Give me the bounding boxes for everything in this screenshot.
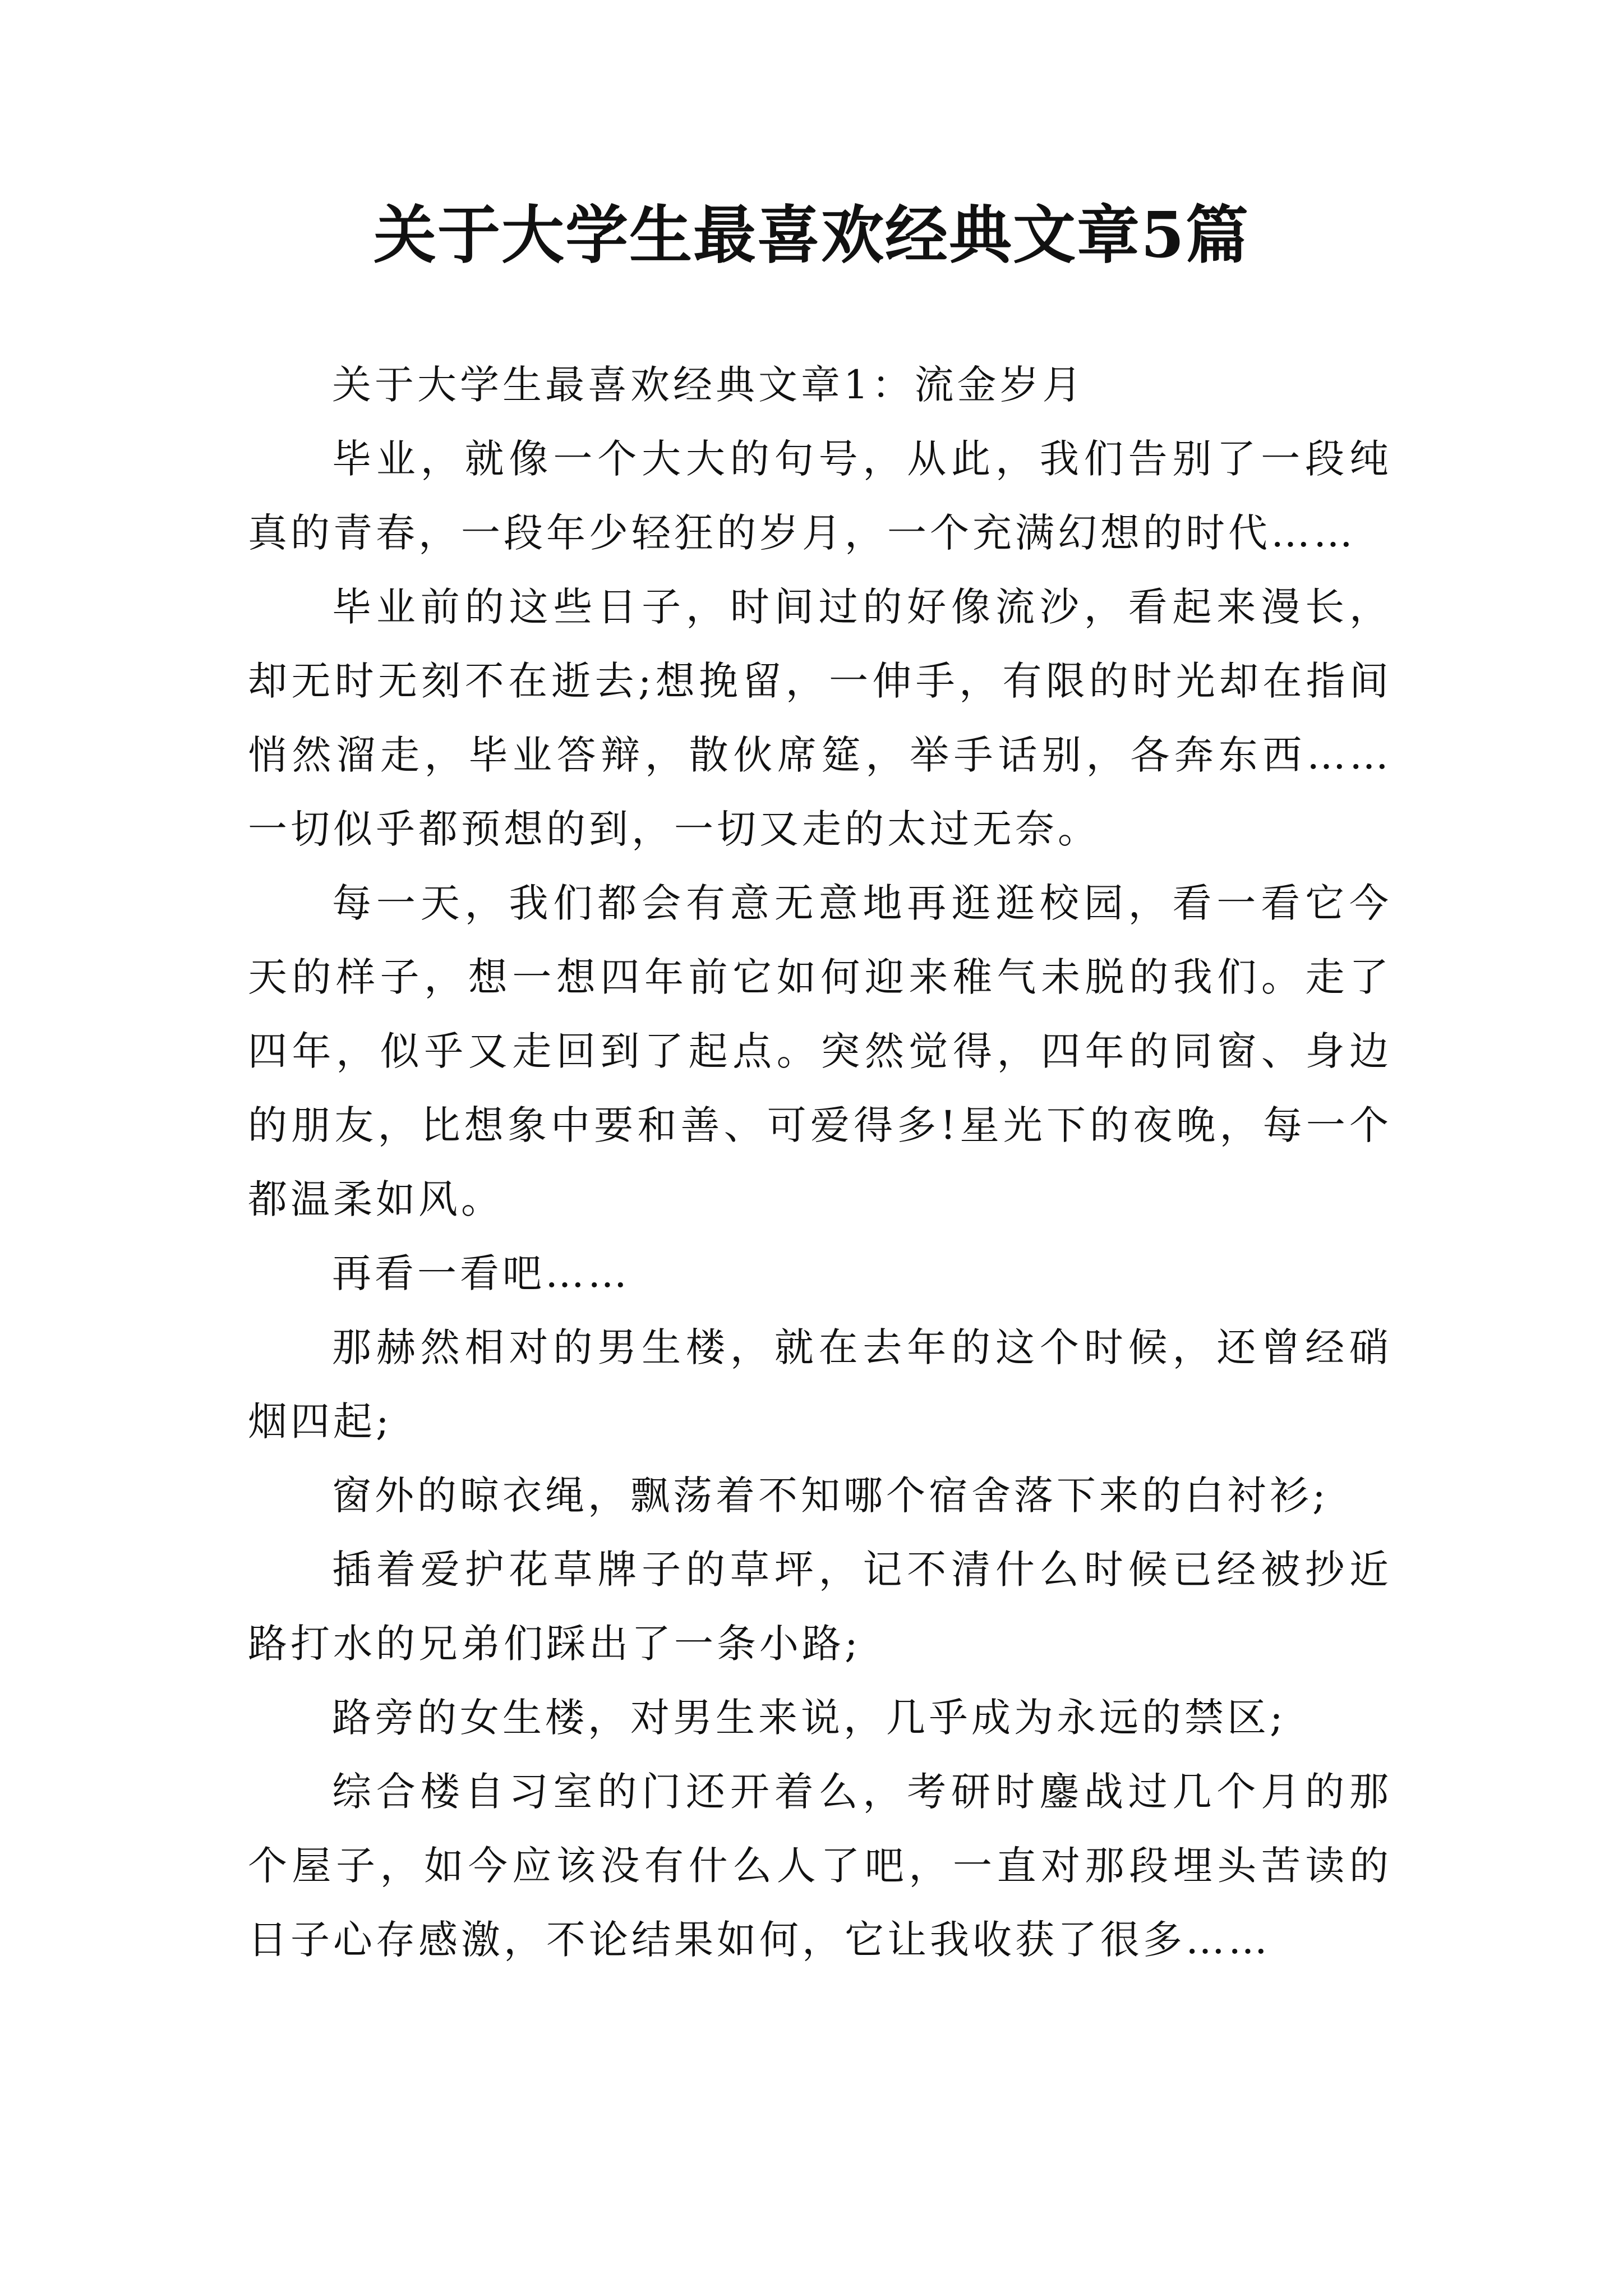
paragraph: 毕业前的这些日子，时间过的好像流沙，看起来漫长，却无时无刻不在逝去;想挽留，一伸手，有限的时光却在指间悄然溜走，毕业答辩，散伙席筵，举手话别，各奔东西……一切似乎都预想的到，一切又走的太过无奈。 bbox=[248, 584, 1392, 852]
document-title: 关于大学生最喜欢经典文章5篇 bbox=[374, 199, 1249, 272]
paragraph: 路旁的女生楼，对男生来说，几乎成为永远的禁区; bbox=[332, 1695, 1287, 1741]
paragraph: 毕业，就像一个大大的句号，从此，我们告别了一段纯真的青春，一段年少轻狂的岁月，一个充满幻想的时代…… bbox=[248, 436, 1392, 556]
paragraph: 综合楼自习室的门还开着么，考研时鏖战过几个月的那个屋子，如今应该没有什么人了吧，一直对那段埋头苦读的日子心存感激，不论结果如何，它让我收获了很多…… bbox=[248, 1769, 1392, 1963]
paragraph: 插着爱护花草牌子的草坪，记不清什么时候已经被抄近路打水的兄弟们踩出了一条小路; bbox=[248, 1547, 1392, 1667]
paragraph-section-heading: 关于大学生最喜欢经典文章1：流金岁月 bbox=[332, 362, 1085, 408]
paragraph: 窗外的晾衣绳，飘荡着不知哪个宿舍落下来的白衬衫; bbox=[332, 1473, 1329, 1519]
paragraph: 那赫然相对的男生楼，就在去年的这个时候，还曾经硝烟四起; bbox=[248, 1324, 1392, 1444]
document-body bbox=[248, 348, 1392, 1977]
paragraph: 再看一看吧…… bbox=[332, 1250, 630, 1296]
paragraph: 每一天，我们都会有意无意地再逛逛校园，看一看它今天的样子，想一想四年前它如何迎来稚气未脱的我们。走了四年，似乎又走回到了起点。突然觉得，四年的同窗、身边的朋友，比想象中要和善、可爱得多!星光下的夜晚，每一个都温柔如风。 bbox=[248, 880, 1392, 1222]
